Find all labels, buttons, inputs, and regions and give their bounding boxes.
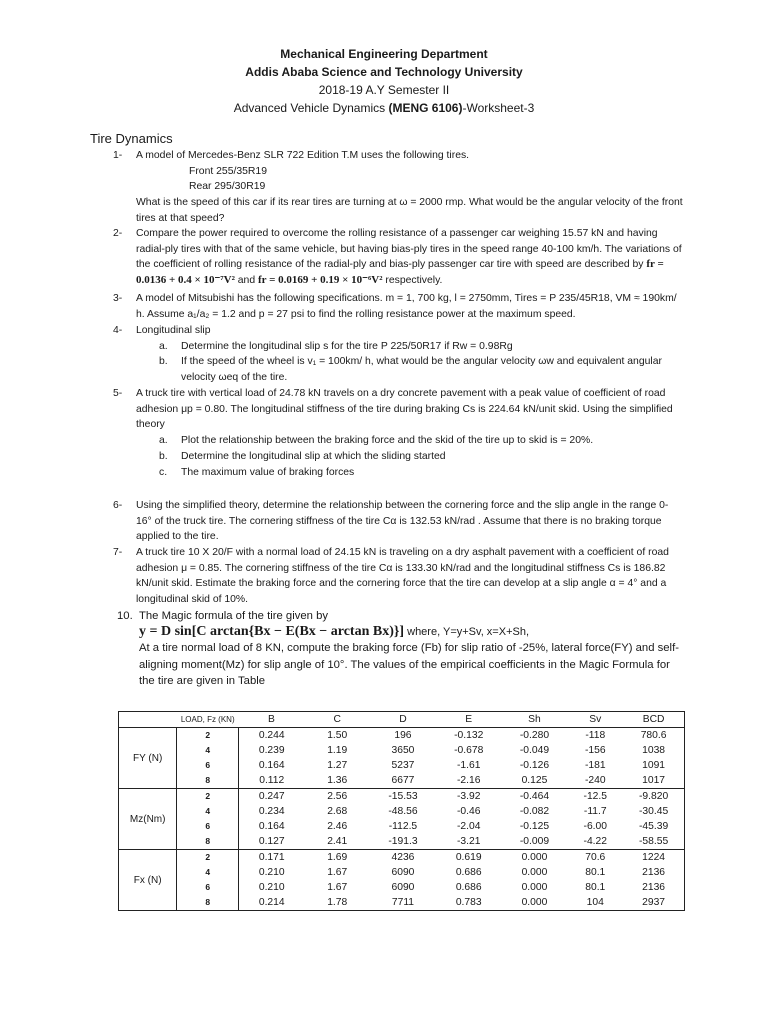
table-cell: 2937 bbox=[623, 895, 684, 911]
table-cell: 0.000 bbox=[521, 852, 548, 863]
table-cell: -191.3 bbox=[370, 834, 436, 850]
question-7 bbox=[113, 545, 683, 608]
table-cell: 2.56 bbox=[327, 791, 348, 802]
semester-line: 2018-19 A.Y Semester II bbox=[318, 83, 450, 97]
question-3 bbox=[113, 291, 683, 322]
table-cell: 2136 bbox=[642, 867, 666, 878]
table-cell: -48.56 bbox=[388, 806, 418, 817]
table-header-cell bbox=[119, 712, 177, 728]
table-header-cell: D bbox=[370, 712, 436, 728]
table-cell: -0.126 bbox=[519, 760, 550, 771]
table-cell: 0.686 bbox=[455, 867, 482, 878]
table-cell: 1.67 bbox=[327, 867, 348, 878]
table-cell: 0.234 bbox=[258, 806, 285, 817]
table-cell: -0.132 bbox=[454, 730, 484, 741]
table-cell: 0.171 bbox=[258, 852, 285, 863]
table-cell: 1038 bbox=[642, 745, 666, 756]
table-cell: 0.619 bbox=[455, 852, 482, 863]
table-header-cell: Sh bbox=[502, 712, 568, 728]
table-cell: 4236 bbox=[391, 852, 415, 863]
question-number: 3- bbox=[113, 293, 123, 304]
load-cell: 2 bbox=[177, 789, 239, 805]
question-6 bbox=[113, 498, 683, 545]
table-cell: -2.16 bbox=[436, 773, 502, 789]
course-title: Advanced Vehicle Dynamics (MENG 6106)-Worksheet-3 bbox=[233, 101, 535, 115]
table-cell: -6.00 bbox=[583, 821, 607, 832]
table-cell: 2.46 bbox=[327, 821, 348, 832]
question-number: 4- bbox=[113, 325, 123, 336]
table-row bbox=[119, 773, 685, 789]
table-cell: 3650 bbox=[391, 745, 415, 756]
load-cell: 2 bbox=[177, 850, 239, 866]
table-cell: 0.214 bbox=[239, 895, 305, 911]
question-text: A truck tire 10 X 20/F with a normal load of 24.15 kN is traveling on a dry asphalt pavement with a coefficient of road adhesion μ = 0.85. The cornering stiffness of the tire Cα is 133.30 kN/rad and the longitudinal stiffness Cs is 186.82 kN/unit skid. Estimate the braking force and the cornering force that the tire can develop at a slip angle α = 4° and a longitudinal skid of 10%. bbox=[136, 547, 669, 606]
table-cell: 0.247 bbox=[258, 791, 285, 802]
magic-formula-definitions: where, Y=y+Sv, x=X+Sh, bbox=[404, 626, 530, 639]
group-label: Mz(Nm) bbox=[119, 789, 177, 850]
question-text: A model of Mitsubishi has the following specifications. m = 1, 700 kg, l = 2750mm, Tires = P 235/45R18, VM ≈ 190km/ h. Assume a₁/a₂ = 1.2 and p = 27 psi to find the rolling resistance power at the maximum speed. bbox=[136, 293, 677, 320]
table-row bbox=[119, 834, 685, 850]
question-title: Longitudinal slip bbox=[136, 325, 211, 336]
table-cell: -181 bbox=[584, 760, 606, 771]
question-text: At a tire normal load of 8 KN, compute the braking force (Fb) for slip ratio of -25%, lateral force(FY) and self-aligning moment(Mz) for slip angle of 10°. The values of the empirical coefficients in the Magic Formula for the tire are given in Table bbox=[139, 642, 679, 687]
table-header-cell: B bbox=[239, 712, 305, 728]
table-cell: 1.36 bbox=[304, 773, 370, 789]
table-cell: 2136 bbox=[642, 882, 666, 893]
table-cell: 0.164 bbox=[258, 760, 285, 771]
question-text: What is the speed of this car if its rear tires are turning at ω = 2000 rmp. What would be the angular velocity of the front tires at that speed? bbox=[136, 197, 683, 224]
question-10 bbox=[117, 608, 687, 689]
question-text: Using the simplified theory, determine the relationship between the cornering force and the slip angle in the range 0-16° of the truck tire. The cornering stiffness of the tire Cα is 132.53 kN/rad . Assume that there is no braking torque applied to the tire. bbox=[136, 500, 669, 543]
table-cell: 1.50 bbox=[327, 730, 348, 741]
question-text: Compare the power required to overcome the rolling resistance of a passenger car weighing 15.57 kN and having radial-ply tires with that of the same vehicle, but having bias-ply tires in the speed range 40-100 km/h. The variations of the coefficient of rolling resistance of the radial-ply and bias-ply passenger car tire with speed are described by bbox=[136, 228, 682, 271]
table-header-row bbox=[119, 712, 685, 728]
department-name: Mechanical Engineering Department bbox=[280, 47, 488, 61]
university-name: Addis Ababa Science and Technology University bbox=[245, 65, 523, 79]
table-cell: -9.820 bbox=[638, 791, 669, 802]
question-text: A truck tire with vertical load of 24.78 kN travels on a dry concrete pavement with a peak value of coefficient of road adhesion μp = 0.80. The longitudinal stiffness of the tire during braking Cs is 224.64 kN/unit skid. Using the simplified theory bbox=[136, 388, 673, 431]
table-row bbox=[119, 880, 685, 895]
table-cell: 0.164 bbox=[258, 821, 285, 832]
table-cell: 0.686 bbox=[455, 882, 482, 893]
radial-ply-formula: fr = 0.0136 + 0.4 × 10⁻⁷V² bbox=[136, 258, 664, 287]
table-cell: 6090 bbox=[391, 867, 415, 878]
magic-formula-coefficients-table bbox=[118, 711, 685, 911]
table-cell: -12.5 bbox=[583, 791, 607, 802]
bias-ply-formula: fr = 0.0169 + 0.19 × 10⁻⁶V² bbox=[258, 274, 383, 287]
sub-question-b: b. Determine the longitudinal slip at which the sliding started bbox=[159, 450, 446, 462]
table-cell: 0.127 bbox=[239, 834, 305, 850]
question-4 bbox=[113, 323, 683, 386]
table-cell: -4.22 bbox=[567, 834, 623, 850]
load-cell: 8 bbox=[177, 895, 239, 911]
table-cell: -30.45 bbox=[638, 806, 669, 817]
front-tire-spec: Front 255/35R19 bbox=[189, 165, 267, 177]
table-cell: 7711 bbox=[370, 895, 436, 911]
table-cell: 6090 bbox=[391, 882, 415, 893]
table-cell: -0.049 bbox=[519, 745, 550, 756]
course-code: (MENG 6106) bbox=[388, 101, 463, 115]
question-number: 7- bbox=[113, 547, 123, 558]
table-cell: 1.27 bbox=[327, 760, 348, 771]
table-cell: -156 bbox=[584, 745, 606, 756]
table-cell: -240 bbox=[567, 773, 623, 789]
table-row bbox=[119, 758, 685, 773]
table-cell: 0.239 bbox=[258, 745, 285, 756]
table-cell: 196 bbox=[394, 730, 412, 741]
sub-question-a: a. Plot the relationship between the braking force and the skid of the tire up to skid is = 20%. bbox=[159, 435, 594, 447]
table-header-cell: LOAD, Fz (KN) bbox=[177, 712, 239, 728]
table-cell: 5237 bbox=[391, 760, 415, 771]
question-title: The Magic formula of the tire given by bbox=[139, 610, 328, 622]
table-row bbox=[119, 728, 685, 744]
table-body bbox=[119, 728, 685, 911]
table-cell: -0.125 bbox=[519, 821, 550, 832]
table-header-cell: Sv bbox=[567, 712, 623, 728]
load-cell: 4 bbox=[177, 804, 239, 819]
table-cell: -0.678 bbox=[454, 745, 484, 756]
question-number: 6- bbox=[113, 500, 123, 511]
table-header-cell: BCD bbox=[623, 712, 684, 728]
load-cell: 6 bbox=[177, 819, 239, 834]
document-header bbox=[0, 45, 768, 117]
table-cell: -0.464 bbox=[519, 791, 550, 802]
table-cell: 104 bbox=[567, 895, 623, 911]
table-cell: 1091 bbox=[642, 760, 666, 771]
magic-formula bbox=[139, 624, 687, 640]
table-cell: 0.000 bbox=[502, 895, 568, 911]
table-cell: -0.280 bbox=[519, 730, 550, 741]
table-cell: 80.1 bbox=[585, 882, 606, 893]
sub-question-c: c. The maximum value of braking forces bbox=[159, 466, 355, 478]
question-2: 2- Compare the power required to overcome the rolling resistance of a passenger car weighing 15.57 kN and having radial-ply tires with that of the same vehicle, but having bias-ply tires in the speed range 40-100 km/h. The variations of the coefficient of rolling resistance of the radial-ply and bias-ply passenger car tire with speed are described by fr = 0.0136 + 0.4 × 10⁻⁷V² and fr = 0.0169 + 0.19 × 10⁻⁶V² respectively. bbox=[113, 228, 682, 287]
table-cell: -2.04 bbox=[456, 821, 481, 832]
load-cell: 8 bbox=[177, 834, 239, 850]
table-cell: 0.210 bbox=[258, 867, 285, 878]
table-cell: -3.21 bbox=[436, 834, 502, 850]
table-header-cell: C bbox=[304, 712, 370, 728]
table-cell: 80.1 bbox=[585, 867, 606, 878]
question-number: 2- bbox=[113, 228, 123, 239]
table-cell: -0.082 bbox=[519, 806, 550, 817]
table-cell: 1224 bbox=[642, 852, 666, 863]
table-cell: -0.46 bbox=[456, 806, 481, 817]
load-cell: 4 bbox=[177, 743, 239, 758]
question-number: 5- bbox=[113, 388, 123, 399]
section-title: Tire Dynamics bbox=[90, 131, 173, 146]
load-cell: 4 bbox=[177, 865, 239, 880]
table-cell: 0.000 bbox=[521, 867, 548, 878]
table-cell: -112.5 bbox=[388, 821, 418, 832]
table-cell: 1.19 bbox=[327, 745, 348, 756]
table-cell: 0.000 bbox=[521, 882, 548, 893]
table-cell: 2.41 bbox=[304, 834, 370, 850]
table-cell: 1.69 bbox=[327, 852, 348, 863]
question-5 bbox=[113, 386, 683, 480]
table-cell: -15.53 bbox=[388, 791, 418, 802]
table-cell: 70.6 bbox=[585, 852, 606, 863]
table-row bbox=[119, 789, 685, 805]
table-cell: 0.244 bbox=[258, 730, 285, 741]
load-cell: 6 bbox=[177, 880, 239, 895]
table-cell: 1017 bbox=[623, 773, 684, 789]
table-row bbox=[119, 804, 685, 819]
load-cell: 6 bbox=[177, 758, 239, 773]
table-cell: 780.6 bbox=[640, 730, 667, 741]
table-row bbox=[119, 743, 685, 758]
question-text: A model of Mercedes-Benz SLR 722 Edition T.M uses the following tires. bbox=[136, 150, 470, 161]
sub-question-a: a. Determine the longitudinal slip s for the tire P 225/50R17 if Rw = 0.98Rg bbox=[159, 340, 513, 352]
load-cell: 2 bbox=[177, 728, 239, 744]
table-cell: 0.112 bbox=[239, 773, 305, 789]
question-1 bbox=[113, 148, 683, 227]
table-cell: 2.68 bbox=[327, 806, 348, 817]
table-cell: -118 bbox=[585, 730, 606, 741]
magic-formula-equation: y = D sin[C arctan{Bx − E(Bx − arctan Bx)}] bbox=[139, 624, 405, 640]
load-cell: 8 bbox=[177, 773, 239, 789]
table-cell: -45.39 bbox=[638, 821, 669, 832]
group-label: FY (N) bbox=[119, 728, 177, 789]
table-cell: 6677 bbox=[370, 773, 436, 789]
question-number: 10. bbox=[117, 610, 133, 622]
sub-question-b: b. If the speed of the wheel is v₁ = 100km/ h, what would be the angular velocity ωw and equivalent angular velocity ωeq of the tire. bbox=[159, 356, 662, 384]
table-cell: -3.92 bbox=[456, 791, 481, 802]
table-row bbox=[119, 850, 685, 866]
table-cell: 0.125 bbox=[502, 773, 568, 789]
rear-tire-spec: Rear 295/30R19 bbox=[189, 181, 266, 193]
table-row bbox=[119, 865, 685, 880]
question-number: 1- bbox=[113, 150, 123, 161]
group-label: Fx (N) bbox=[119, 850, 177, 911]
table-cell: 1.78 bbox=[304, 895, 370, 911]
table-cell: -1.61 bbox=[456, 760, 481, 771]
table-header-cell: E bbox=[436, 712, 502, 728]
table-cell: 0.783 bbox=[436, 895, 502, 911]
table-row bbox=[119, 895, 685, 911]
table-cell: -58.55 bbox=[623, 834, 684, 850]
table-cell: -11.7 bbox=[583, 806, 607, 817]
table-row bbox=[119, 819, 685, 834]
table-cell: -0.009 bbox=[502, 834, 568, 850]
table-cell: 0.210 bbox=[258, 882, 285, 893]
table-cell: 1.67 bbox=[327, 882, 348, 893]
